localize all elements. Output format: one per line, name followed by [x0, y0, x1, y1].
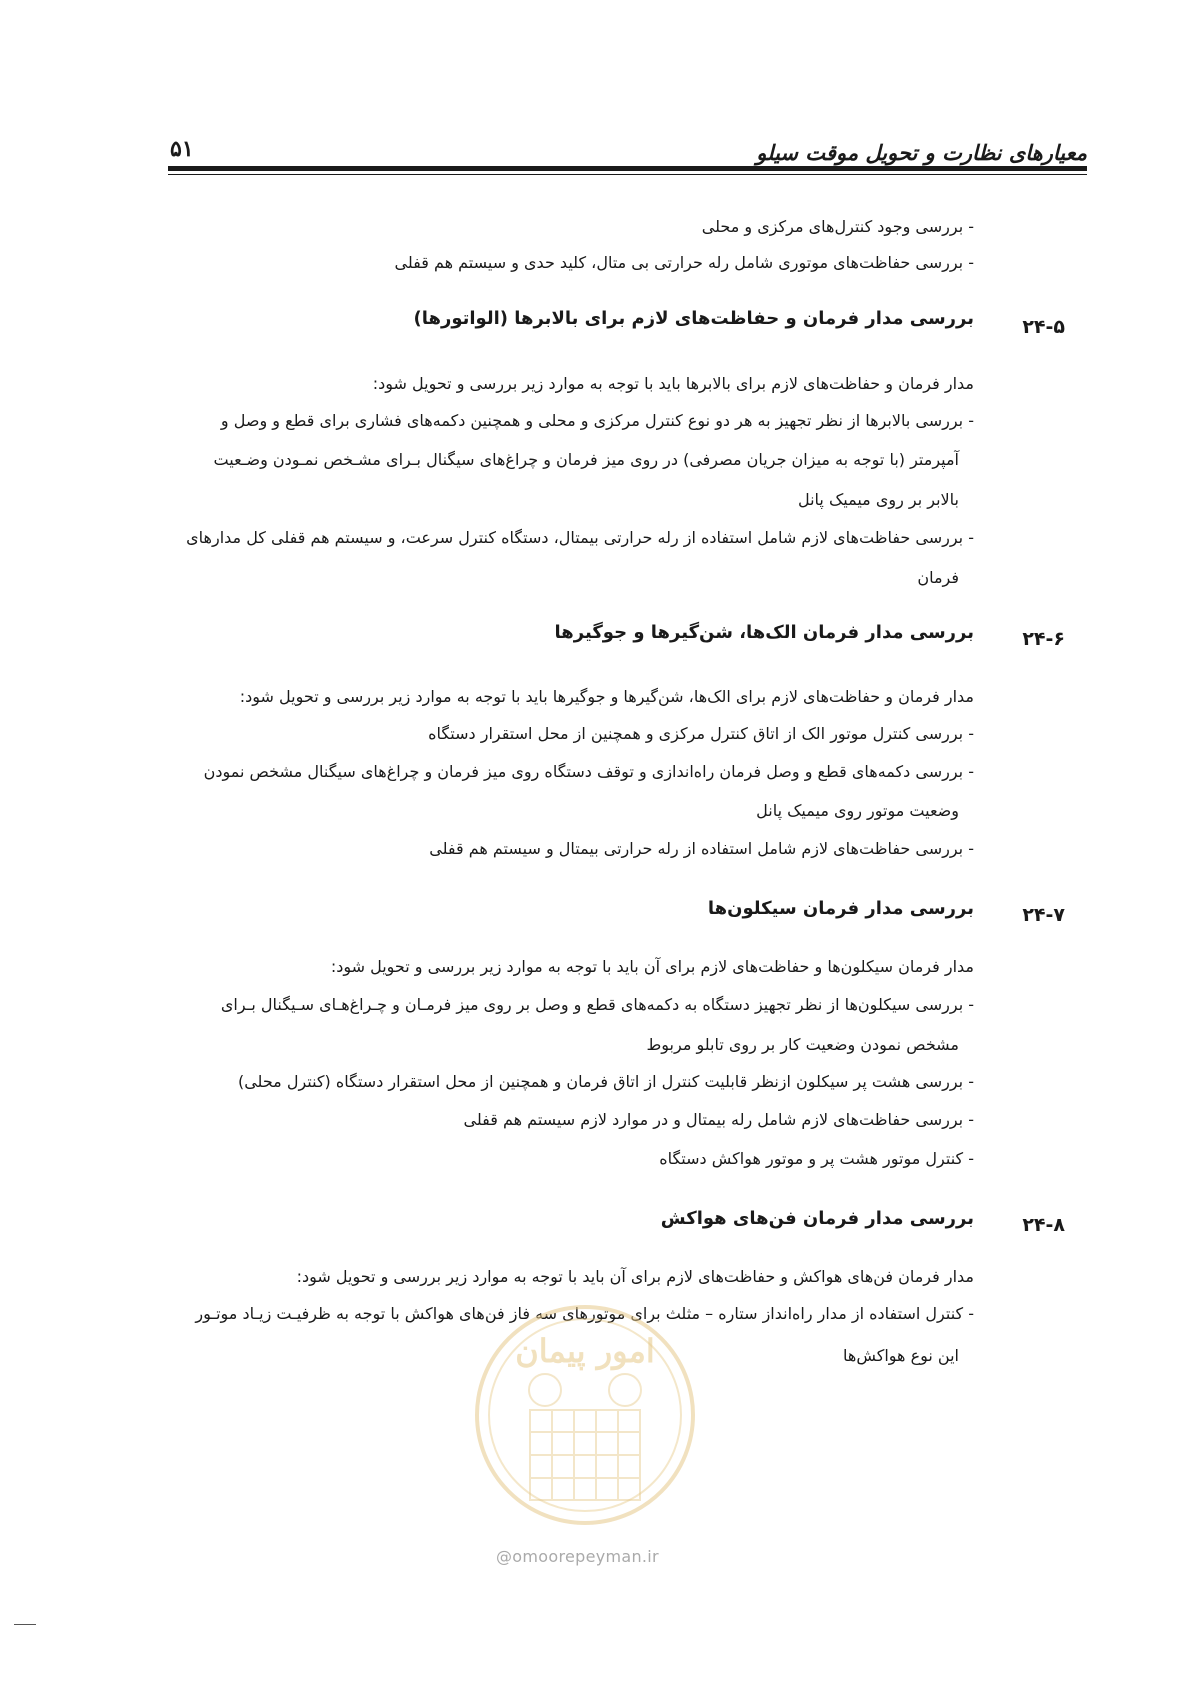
- section-number: ۲۴-۷: [1022, 904, 1065, 926]
- bullet-line: - کنترل استفاده از مدار راه‌انداز ستاره – مثلث برای موتورهای سه فاز فن‌های هواکش با توجه به ظرفیـت زیـاد موتـور: [195, 1304, 974, 1323]
- section-number: ۲۴-۸: [1022, 1214, 1065, 1236]
- bullet-line: - بررسی بالابرها از نظر تجهیز به هر دو نوع کنترل مرکزی و محلی و همچنین دکمه‌های فشاری برای قطع و وصل و: [220, 411, 974, 430]
- section-intro: مدار فرمان و حفاظت‌های لازم برای بالابرها باید با توجه به موارد زیر بررسی و تحویل شود:: [372, 374, 974, 393]
- page-header-title: معیارهای نظارت و تحویل موقت سیلو: [756, 140, 1087, 165]
- continuation-line: آمپرمتر (با توجه به میزان جریان مصرفی) در روی میز فرمان و چراغ‌های سیگنال بـرای مشـخص نمـودن وضـعیت: [213, 450, 959, 469]
- section-intro: مدار فرمان و حفاظت‌های لازم برای الک‌ها، شن‌گیرها و جوگیرها باید با توجه به موارد زیر بررسی و تحویل شود:: [239, 687, 974, 706]
- watermark-logo-text: امور پیمان: [515, 1332, 655, 1370]
- bullet-line: - بررسی حفاظت‌های لازم شامل استفاده از رله حرارتی بیمتال و سیستم هم قفلی: [429, 839, 974, 858]
- bullet-line: - بررسی حفاظت‌های لازم شامل استفاده از رله حرارتی بیمتال، دستگاه کنترل سرعت، و سیستم هم قفلی کل مدارهای: [186, 528, 974, 547]
- continuation-line: وضعیت موتور روی میمیک پانل: [756, 801, 959, 820]
- page-mark: [14, 1624, 36, 1625]
- continuation-line: بالابر بر روی میمیک پانل: [797, 490, 959, 509]
- section-title: بررسی مدار فرمان سیکلون‌ها: [707, 898, 974, 919]
- bullet-line: - بررسی حفاظت‌های موتوری شامل رله حرارتی بی متال، کلید حدی و سیستم هم قفلی: [394, 253, 974, 272]
- bullet-line: - بررسی کنترل موتور الک از اتاق کنترل مرکزی و همچنین از محل استقرار دستگاه: [428, 724, 974, 743]
- bullet-line: - بررسی دکمه‌های قطع و وصل فرمان راه‌اندازی و توقف دستگاه روی میز فرمان و چراغ‌های سیگنال مشخص نمودن: [203, 762, 974, 781]
- section-intro: مدار فرمان سیکلون‌ها و حفاظت‌های لازم برای آن باید با توجه به موارد زیر بررسی و تحویل شود:: [330, 957, 974, 976]
- watermark-site: @omoorepeyman.ir: [496, 1547, 659, 1566]
- page-number: ۵۱: [170, 136, 194, 162]
- section-number: ۲۴-۵: [1022, 316, 1065, 338]
- bullet-line: - بررسی حفاظت‌های لازم شامل رله بیمتال و در موارد لازم سیستم هم قفلی: [463, 1110, 974, 1129]
- section-title: بررسی مدار فرمان فن‌های هواکش: [660, 1208, 974, 1229]
- watermark-seal-icon: [470, 1300, 700, 1530]
- section-intro: مدار فرمان فن‌های هواکش و حفاظت‌های لازم برای آن باید با توجه به موارد زیر بررسی و تحویل شود:: [296, 1267, 974, 1286]
- bullet-line: - بررسی سیکلون‌ها از نظر تجهیز دستگاه به دکمه‌های قطع و وصل بر روی میز فرمـان و چـراغ‌هـای سـیگنال بـرای: [220, 995, 974, 1014]
- section-number: ۲۴-۶: [1022, 628, 1065, 650]
- continuation-line: فرمان: [917, 568, 959, 587]
- continuation-line: مشخص نمودن وضعیت کار بر روی تابلو مربوط: [646, 1035, 959, 1054]
- header-rule: [168, 166, 1087, 171]
- bullet-line: - کنترل موتور هشت پر و موتور هواکش دستگاه: [659, 1149, 974, 1168]
- continuation-line: این نوع هواکش‌ها: [843, 1346, 959, 1365]
- section-title: بررسی مدار فرمان و حفاظت‌های لازم برای بالابرها (الواتورها): [413, 308, 974, 329]
- section-title: بررسی مدار فرمان الک‌ها، شن‌گیرها و جوگیرها: [554, 622, 974, 643]
- bullet-line: - بررسی هشت پر سیکلون ازنظر قابلیت کنترل از اتاق فرمان و همچنین از محل استقرار دستگاه (کنترل محلی): [237, 1072, 974, 1091]
- bullet-line: - بررسی وجود کنترل‌های مرکزی و محلی: [701, 217, 974, 236]
- header-rule-thin: [168, 174, 1087, 175]
